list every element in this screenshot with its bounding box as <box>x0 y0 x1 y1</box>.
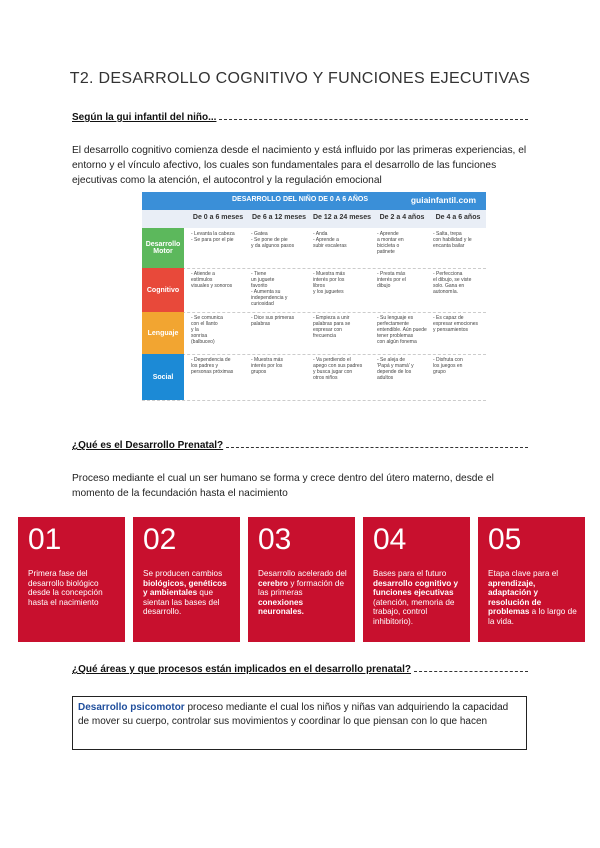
card-text <box>488 569 578 626</box>
infographic-row <box>142 228 486 269</box>
section-heading-label: ¿Qué es el Desarrollo Prenatal? <box>72 440 224 451</box>
card-text-part: Se producen cambios <box>143 569 223 578</box>
infographic-row <box>142 312 486 355</box>
card-text-part: y formación de las primeras <box>258 578 345 597</box>
infographic-columns <box>142 210 486 228</box>
column-header: De 2 a 4 años <box>379 214 425 221</box>
infographic-cell: - Presta más interés por el dibujo <box>377 271 406 289</box>
infographic-cell: - Atiende a estímulos visuales y sonoros <box>191 271 233 289</box>
infographic-header <box>142 192 486 210</box>
psychomotor-text: proceso mediante el cual los niños y niñas van adquiriendo la capacidad de mover su cuerpo, controlar sus movimientos y coordinar lo que piensan con lo que hacen <box>78 702 509 727</box>
infographic-row <box>142 354 486 401</box>
infographic-title: DESARROLLO DEL NIÑO DE 0 A 6 AÑOS <box>232 196 368 203</box>
card-text-part: que sientan las bases del desarrollo. <box>143 588 220 616</box>
psychomotor-definition-box <box>72 696 527 750</box>
card-text <box>143 569 233 617</box>
infographic-cell: - Gatea - Se pone de pie y da algunos pasos <box>251 231 295 249</box>
section-heading-prenatal <box>72 440 528 451</box>
card-text: Primera fase del desarrollo biológico desde la concepción hasta el nacimiento <box>28 569 103 607</box>
stage-card <box>248 517 355 642</box>
card-number: 02 <box>143 523 177 556</box>
card-text-bold: conexiones neuronales. <box>258 597 304 616</box>
infographic-row-label: Lenguaje <box>142 312 184 354</box>
infographic-row <box>142 268 486 313</box>
card-text-part: Desarrollo acelerado del <box>258 569 347 578</box>
stage-card <box>478 517 585 642</box>
infographic-cell: - Tiene un juguete favorito - Aumenta su independencia y curiosidad <box>251 271 288 307</box>
card-text-part: Etapa clave para el <box>488 569 559 578</box>
infographic-cell: - Es capaz de expresar emociones y pensamientos <box>433 315 479 333</box>
infographic-row-label: Cognitivo <box>142 268 184 312</box>
section-heading-areas <box>72 664 528 675</box>
infographic-cell: - Va perdiendo el apego con sus padres y busca jugar con otros niños <box>313 357 363 381</box>
infographic-site: guiainfantil.com <box>410 195 476 205</box>
section-heading-label: ¿Qué áreas y que procesos están implicados en el desarrollo prenatal? <box>72 664 412 675</box>
infographic-cell: - Perfecciona el dibujo, se viste solo. Gana en autonomía. <box>433 271 472 295</box>
psychomotor-term: Desarrollo psicomotor <box>78 702 185 713</box>
page-title: T2. DESARROLLO COGNITIVO Y FUNCIONES EJECUTIVAS <box>69 70 531 87</box>
stage-card <box>133 517 240 642</box>
card-text <box>373 569 463 626</box>
column-header: De 4 a 6 años <box>435 214 481 221</box>
psychomotor-definition <box>78 701 520 728</box>
card-text-part: Bases para el futuro <box>373 569 447 578</box>
section-heading-guia <box>72 112 528 123</box>
infographic-row-label: Social <box>142 354 184 400</box>
stage-card <box>18 517 125 642</box>
column-header: De 0 a 6 meses <box>192 214 244 221</box>
card-text-part: (atención, memoria de trabajo, control inhibitorio). <box>373 597 455 626</box>
card-text <box>258 569 348 617</box>
heading-rule <box>414 671 528 672</box>
card-text-part: a lo largo de la vida. <box>488 607 577 626</box>
column-header: De 6 a 12 meses <box>251 214 307 221</box>
infographic-cell: - Dice sus primeras palabras <box>251 315 295 327</box>
development-infographic <box>142 192 486 400</box>
heading-rule <box>219 119 528 120</box>
section-heading-label: Según la gui infantil del niño... <box>72 112 217 123</box>
infographic-cell: - Dependencia de los padres y personas próximas <box>191 357 234 375</box>
card-text-bold: desarrollo cognitivo y funciones ejecutivas <box>373 578 459 597</box>
stage-card <box>363 517 470 642</box>
card-number: 01 <box>28 523 62 556</box>
infographic-cell: - Salta, trepa con habilidad y le encanta bailar <box>433 231 472 249</box>
infographic-cell: - Levanta la cabeza - Se para por el pie <box>191 231 235 243</box>
infographic-cell: - Se comunica con el llanto y la sonrisa (balbuceo) <box>191 315 223 345</box>
card-text-bold: biológicos, genéticos y ambientales <box>143 578 227 597</box>
infographic-cell: - Su lenguaje es perfectamente entendible. Aún puede tener problemas con algún fonema <box>377 315 427 345</box>
intro-paragraph: El desarrollo cognitivo comienza desde el nacimiento y está influido por las primeras experiencias, el entorno y el vínculo afectivo, los cuales son fundamentales para el desarrollo de las funciones ejecutivas como la atención, el autocontrol y la regulación emocional <box>72 145 527 186</box>
column-header: De 12 a 24 meses <box>313 214 371 221</box>
infographic-cell: - Anda - Aprende a subir escaleras <box>313 231 347 249</box>
infographic-cell: - Muestra más interés por los grupos <box>251 357 283 375</box>
infographic-row-label: Desarrollo Motor <box>142 228 184 268</box>
infographic-cell: - Disfruta con los juegos en grupo <box>433 357 463 375</box>
infographic-cell: - Aprende a montar en bicicleta o patinete <box>377 231 404 255</box>
infographic-cell: - Muestra más interés por los libros y los juguetes <box>313 271 345 295</box>
heading-rule <box>226 447 528 448</box>
infographic-cell: - Empieza a unir palabras para se expresar con frecuencia <box>313 315 351 339</box>
card-text-bold: aprendizaje, adaptación y resolución de problemas <box>488 578 542 616</box>
card-number: 03 <box>258 523 292 556</box>
card-number: 05 <box>488 523 522 556</box>
prenatal-paragraph: Proceso mediante el cual un ser humano se forma y crece dentro del útero materno, desde el momento de la fecundación hasta el nacimiento <box>72 473 494 499</box>
card-number: 04 <box>373 523 407 556</box>
infographic-cell: - Se aleja de 'Papá y mamá' y depende de los adultos <box>377 357 414 381</box>
card-text-bold: cerebro <box>258 578 289 588</box>
